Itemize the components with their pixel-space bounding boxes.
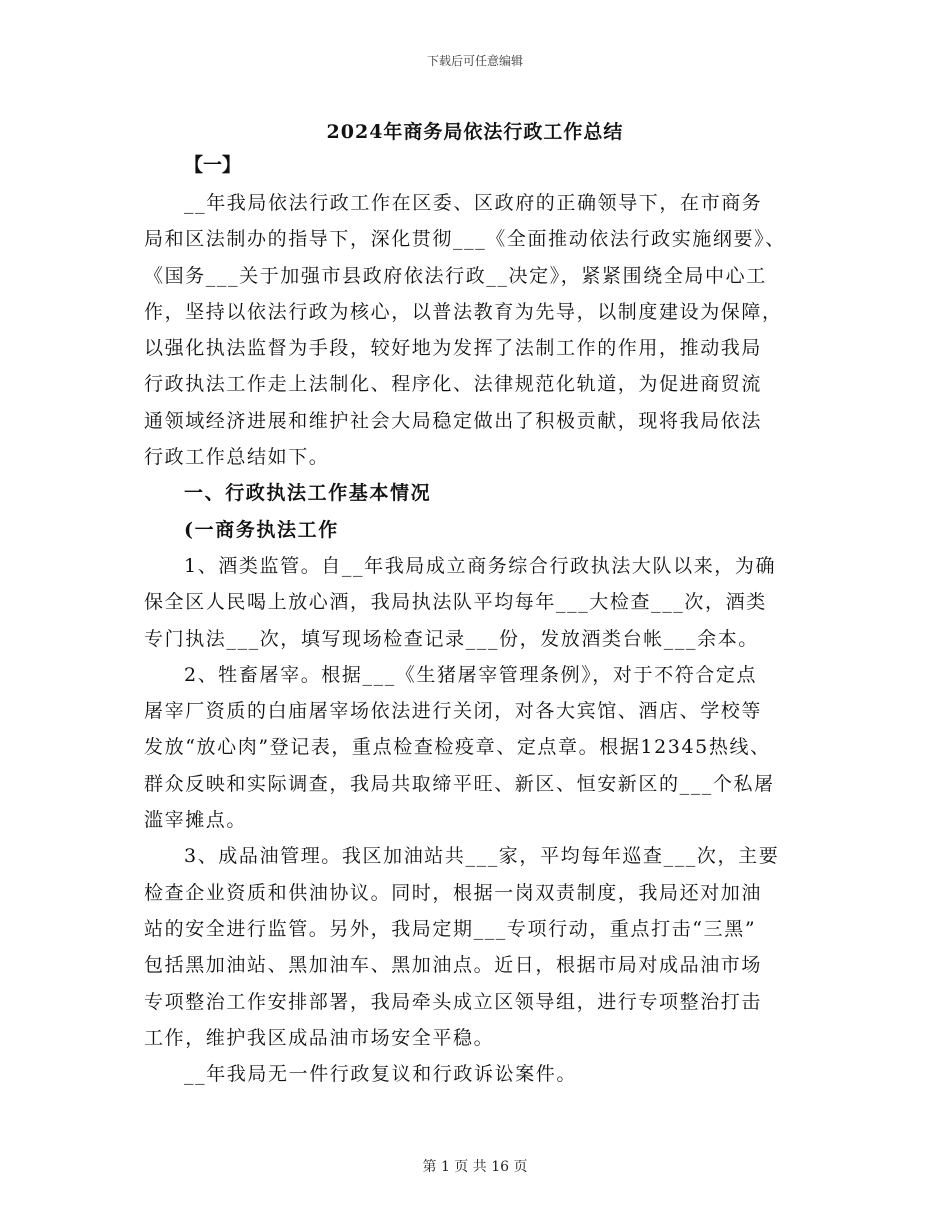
paragraph-line: __年我局无一件行政复议和行政诉讼案件。 xyxy=(184,1063,578,1086)
paragraph-line: 专门执法___次，填写现场检查记录___份，发放酒类台帐___余本。 xyxy=(144,627,759,650)
paragraph-line: 行政执法工作走上法制化、程序化、法律规范化轨道，为促进商贸流 xyxy=(144,373,763,396)
paragraph-line: 屠宰厂资质的白庙屠宰场依法进行关闭，对各大宾馆、酒店、学校等 xyxy=(144,700,763,723)
paragraph-line: 行政工作总结如下。 xyxy=(144,446,330,469)
paragraph-line: 滥宰摊点。 xyxy=(144,809,248,832)
subsection-heading: (一商务执法工作 xyxy=(184,518,339,541)
paragraph-line: 保全区人民喝上放心酒，我局执法队平均每年___大检查___次，酒类 xyxy=(144,591,767,614)
paragraph-line: 3、成品油管理。我区加油站共___家，平均每年巡查___次，主要 xyxy=(184,845,780,868)
paragraph-line: 包括黑加油站、黑加油车、黑加油点。近日，根据市局对成品油市场 xyxy=(144,954,763,977)
page-footer: 第 1 页 共 16 页 xyxy=(422,1159,528,1175)
paragraph-line: 作，坚持以依法行政为核心，以普法教育为先导，以制度建设为保障， xyxy=(144,300,783,323)
paragraph-line: __年我局依法行政工作在区委、区政府的正确领导下，在市商务 xyxy=(184,192,763,214)
paragraph-line: 工作，维护我区成品油市场安全平稳。 xyxy=(144,1026,495,1049)
paragraph-line: 专项整治工作安排部署，我局牵头成立区领导组，进行专项整治打击 xyxy=(144,990,763,1013)
paragraph-line: 通领域经济进展和维护社会大局稳定做出了积极贡献，现将我局依法 xyxy=(144,409,763,432)
paragraph-line: 群众反映和实际调查，我局共取缔平旺、新区、恒安新区的___个私屠 xyxy=(144,772,775,795)
document-title: 2024年商务局依法行政工作总结 xyxy=(326,121,624,143)
paragraph-line: 1、酒类监管。自__年我局成立商务综合行政执法大队以来，为确 xyxy=(184,554,777,577)
paragraph-line: 发放“放心肉”登记表，重点检查检疫章、定点章。根据12345热线、 xyxy=(144,736,771,759)
paragraph-line: 站的安全进行监管。另外，我局定期___专项行动，重点打击“三黑” xyxy=(144,917,757,940)
section-marker: 【一】 xyxy=(184,154,242,176)
paragraph-line: 检查企业资质和供油协议。同时，根据一岗双责制度，我局还对加油 xyxy=(144,881,763,904)
paragraph-line: 以强化执法监督为手段，较好地为发挥了法制工作的作用，推动我局 xyxy=(144,337,763,360)
page-header: 下载后可任意编辑 xyxy=(426,54,523,68)
section-heading: 一、行政执法工作基本情况 xyxy=(184,482,432,505)
paragraph-line: 局和区法制办的指导下，深化贯彻___《全面推动依法行政实施纲要》、 xyxy=(144,228,786,251)
document-body xyxy=(144,185,814,1092)
paragraph-line: 2、牲畜屠宰。根据___《生猪屠宰管理条例》，对于不符合定点 xyxy=(184,663,758,686)
paragraph-line: 《国务___关于加强市县政府依法行政__决定》，紧紧围绕全局中心工 xyxy=(144,264,767,287)
